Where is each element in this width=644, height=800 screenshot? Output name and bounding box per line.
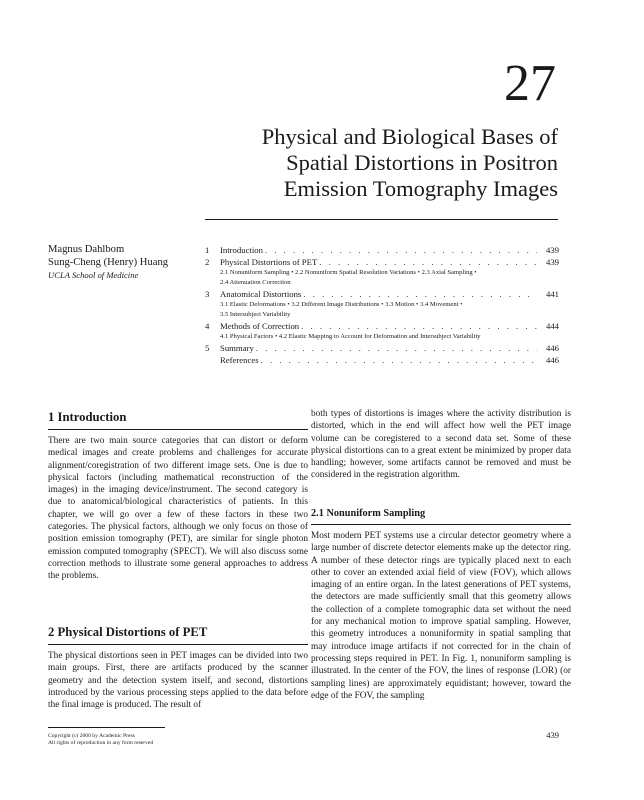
title-line: Emission Tomography Images <box>283 176 558 201</box>
left-column-section-2 <box>48 624 308 711</box>
toc-entry <box>205 342 559 354</box>
toc-entry <box>205 256 559 268</box>
toc-entry <box>205 244 559 256</box>
footer-rule <box>48 727 165 728</box>
paragraph-physical-distortions-cont: both types of distortions is images where the activity distribution is distorted, which in the end will affect how well the PET image volume can be coregistered to a second data set. Some of these physical distortions can to a great extent be minimized by proper data handling; however, some artifacts cannot be removed and must be considered in the registration algorithm. <box>311 409 571 481</box>
toc-entry-title: Summary <box>220 343 254 353</box>
section-heading-physical-distortions: 2 Physical Distortions of PET <box>48 625 208 639</box>
copyright-notice <box>48 733 153 747</box>
chapter-number: 27 <box>504 55 556 112</box>
author-block <box>48 244 198 282</box>
chapter-title <box>158 124 558 202</box>
paragraph-introduction: There are two main source categories that can distort or deform medical images and create problems and challenges for accurate alignment/coregistration of two different image sets. One is due to physical factors (including mathematical reconstruction of the images) in the imaging device/instrument. The second category is due to anatomical/biological characteristics of patients. In this chapter, we will go over a few of these factors in these two categories. The physical factors, although we only focus on those of position emission tomography (PET), are similar for single photon emission computed tomography (SPECT). We will also discuss some correction methods to illustrate some general approaches to address the problems. <box>48 436 308 582</box>
toc-entry-page: 444 <box>545 321 559 331</box>
title-line: Physical and Biological Bases of <box>261 124 558 149</box>
author-affiliation: UCLA School of Medicine <box>48 270 139 280</box>
rights-line: All rights of reproduction in any form reserved <box>48 740 154 746</box>
toc-entry-title: References <box>220 355 259 365</box>
toc-entry <box>205 354 559 366</box>
right-column-section-2-1 <box>311 507 571 702</box>
table-of-contents <box>205 244 559 366</box>
section-rule <box>311 524 571 525</box>
toc-entry-title: Anatomical Distortions <box>220 289 302 299</box>
page-number: 439 <box>546 730 559 740</box>
title-line: Spatial Distortions in Positron <box>286 150 558 175</box>
toc-entry <box>205 288 559 300</box>
toc-entry-number: 4 <box>205 321 210 331</box>
right-column <box>311 408 571 482</box>
title-rule <box>205 219 558 220</box>
paragraph-physical-distortions: The physical distortions seen in PET images can be divided into two main groups. First, there are artifacts produced by the scanner geometry and the detection system itself, and second, distortions introduced by the various processing steps applied to the data before the final image is produced. The result of <box>48 651 308 711</box>
toc-subsections: 3.1 Elastic Deformations • 3.2 Different Image Distributions • 3.3 Motion • 3.4 Movement • <box>220 301 463 308</box>
toc-entry-page: 441 <box>545 289 559 299</box>
section-heading-introduction: 1 Introduction <box>48 410 127 424</box>
toc-leader-dots <box>303 288 537 300</box>
toc-subsections: 2.4 Attenuation Correction <box>220 279 291 286</box>
toc-entry <box>205 320 559 332</box>
toc-leader-dots <box>319 256 537 268</box>
toc-leader-dots <box>261 354 537 366</box>
author-name: Magnus Dahlbom <box>48 244 125 255</box>
toc-entry-number: 1 <box>205 245 210 255</box>
author-name: Sung-Cheng (Henry) Huang <box>48 256 169 268</box>
toc-entry-number: 2 <box>205 257 210 267</box>
toc-entry-page: 439 <box>545 257 559 267</box>
section-rule <box>48 644 308 645</box>
toc-subsections: 3.5 Intersubject Variability <box>220 311 291 318</box>
toc-entry-page: 446 <box>545 355 559 365</box>
toc-entry-page: 446 <box>545 343 559 353</box>
toc-leader-dots <box>256 342 537 354</box>
toc-leader-dots <box>265 244 537 256</box>
toc-subsections: 4.1 Physical Factors • 4.2 Elastic Mapping to Account for Deformation and Intersubject Variability <box>220 333 481 340</box>
toc-entry-title: Introduction <box>220 245 263 255</box>
toc-entry-page: 439 <box>545 245 559 255</box>
left-column <box>48 409 308 583</box>
toc-subsections: 2.1 Nonuniform Sampling • 2.2 Nonuniform Spatial Resolution Variations • 2.3 Axial Sampling • <box>220 269 477 276</box>
toc-entry-number: 3 <box>205 289 210 299</box>
toc-entry-number: 5 <box>205 343 210 353</box>
toc-entry-title: Methods of Correction <box>220 321 300 331</box>
toc-leader-dots <box>301 320 537 332</box>
subsection-heading-nonuniform-sampling: 2.1 Nonuniform Sampling <box>311 508 426 519</box>
toc-entry-title: Physical Distortions of PET <box>220 257 318 267</box>
copyright-line: Copyright (c) 2000 by Academic Press <box>48 733 135 739</box>
section-rule <box>48 429 308 430</box>
paragraph-nonuniform-sampling: Most modern PET systems use a circular detector geometry where a large number of discrete detector elements make up the detector ring. A number of these detector rings are typically placed next to each other to cover an extended axial field of view (FOV), which allows imaging of an entire organ. In the latest generations of PET systems, the detectors are made sufficiently small that this geometry allows the collection of a complete tomographic data set without the need for any mechanical motion to improve spatial sampling. However, this geometry introduces a nonuniformity in spatial sampling that may introduce image artifacts if not corrected for in the chain of processing steps required in PET. In Fig. 1, nonuniform sampling is illustrated. In the center of the FOV, the lines of response (LOR) (or sampling lines) are approximately equidistant; however, toward the edge of the FOV, the sampling <box>311 531 571 701</box>
